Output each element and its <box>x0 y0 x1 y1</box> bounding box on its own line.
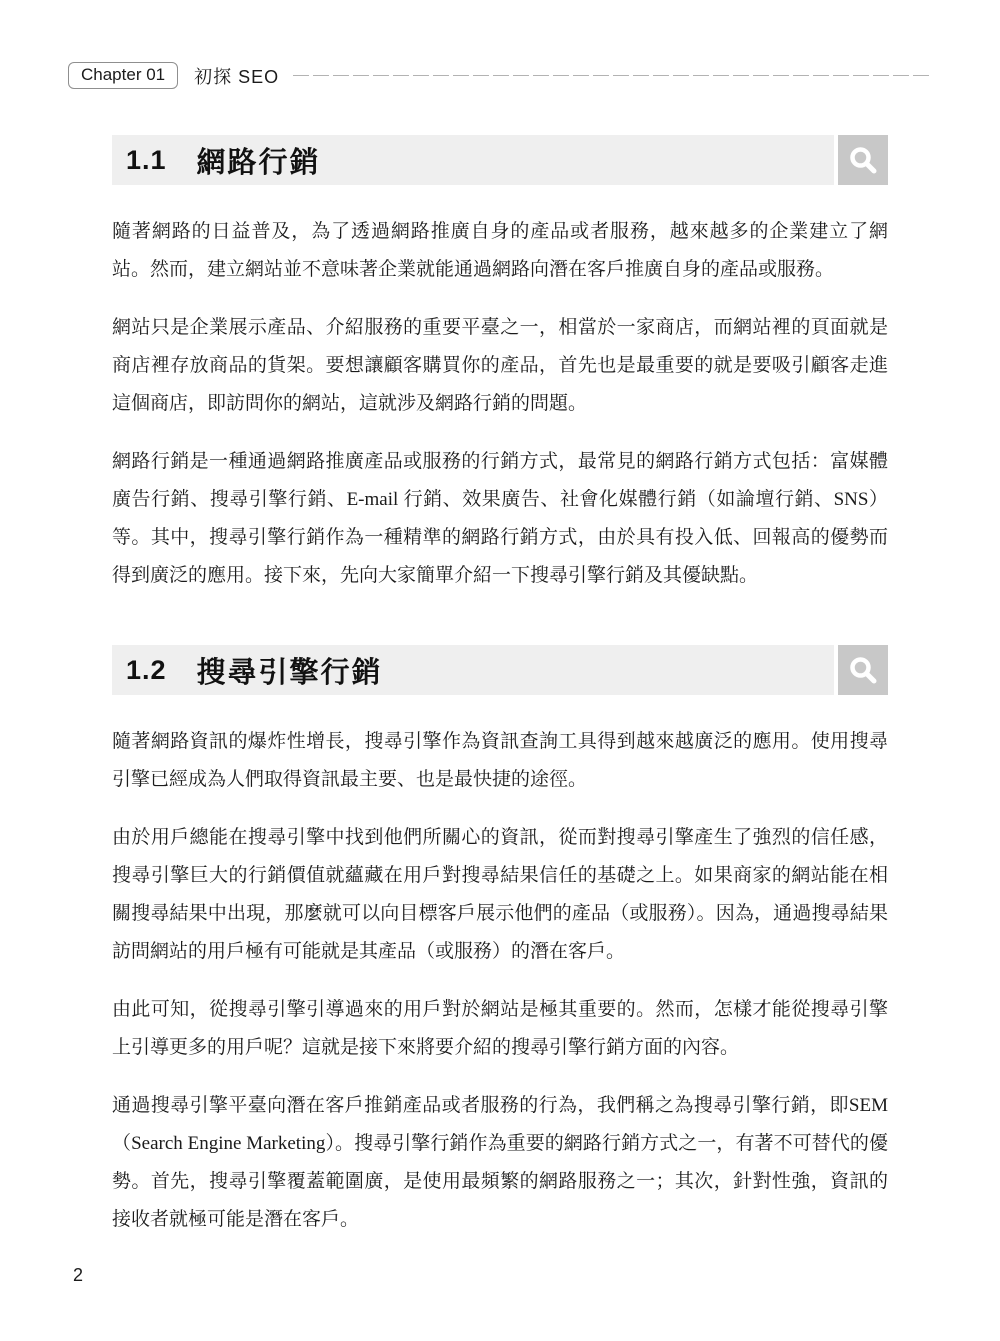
header-rule <box>293 75 932 76</box>
section-number: 1.1 <box>126 144 167 175</box>
section-heading-bar <box>112 135 834 185</box>
paragraph: 由此可知，從搜尋引擎引導過來的用戶對於網站是極其重要的。然而，怎樣才能從搜尋引擎上引導更多的用戶呢？這就是接下來將要介紹的搜尋引擎行銷方面的內容。 <box>112 999 888 1058</box>
paragraph: 通過搜尋引擎平臺向潛在客戶推銷產品或者服務的行為，我們稱之為搜尋引擎行銷，即SEM（Search Engine Marketing）。搜尋引擎行銷作為重要的網路行銷方式之一，有著不可替代的優勢。首先，搜尋引擎覆蓋範圍廣，是使用最頻繁的網路服務之一；其次，針對性強，資訊的接收者就極可能是潛在客戶。 <box>112 1095 888 1230</box>
section-title: 網路行銷 <box>196 146 321 179</box>
magnifier-icon <box>838 645 888 695</box>
chapter-badge: Chapter 01 <box>68 62 178 89</box>
paragraph: 由於用戶總能在搜尋引擎中找到他們所關心的資訊，從而對搜尋引擎產生了強烈的信任感，搜尋引擎巨大的行銷價值就蘊藏在用戶對搜尋結果信任的基礎之上。如果商家的網站能在相關搜尋結果中出現，那麼就可以向目標客戶展示他們的產品（或服務）。因為，通過搜尋結果訪問網站的用戶極有可能就是其產品（或服務）的潛在客戶。 <box>112 827 888 962</box>
section-heading-bar <box>112 645 834 695</box>
paragraph: 網站只是企業展示產品、介紹服務的重要平臺之一，相當於一家商店，而網站裡的頁面就是商店裡存放商品的貨架。要想讓顧客購買你的產品，首先也是最重要的就是要吸引顧客走進這個商店，即訪問你的網站，這就涉及網路行銷的問題。 <box>112 317 888 414</box>
page-header <box>68 62 932 89</box>
paragraph: 隨著網路資訊的爆炸性增長，搜尋引擎作為資訊查詢工具得到越來越廣泛的應用。使用搜尋引擎已經成為人們取得資訊最主要、也是最快捷的途徑。 <box>112 731 888 790</box>
page-number: 2 <box>73 1265 84 1285</box>
page-content <box>112 135 888 1259</box>
section-heading-1-1 <box>112 135 888 185</box>
paragraph: 網路行銷是一種通過網路推廣產品或服務的行銷方式，最常見的網路行銷方式包括：富媒體廣告行銷、搜尋引擎行銷、E-mail 行銷、效果廣告、社會化媒體行銷（如論壇行銷、SNS）等。其中，搜尋引擎行銷作為一種精準的網路行銷方式，由於具有投入低、回報高的優勢而得到廣泛的應用。接下來，先向大家簡單介紹一下搜尋引擎行銷及其優缺點。 <box>112 451 888 586</box>
section-number: 1.2 <box>126 654 167 685</box>
chapter-title: 初探 SEO <box>194 66 280 87</box>
paragraph: 隨著網路的日益普及，為了透過網路推廣自身的產品或者服務，越來越多的企業建立了網站。然而，建立網站並不意味著企業就能通過網路向潛在客戶推廣自身的產品或服務。 <box>112 221 888 280</box>
magnifier-icon <box>838 135 888 185</box>
section-heading-1-2 <box>112 645 888 695</box>
section-title: 搜尋引擎行銷 <box>196 656 383 689</box>
